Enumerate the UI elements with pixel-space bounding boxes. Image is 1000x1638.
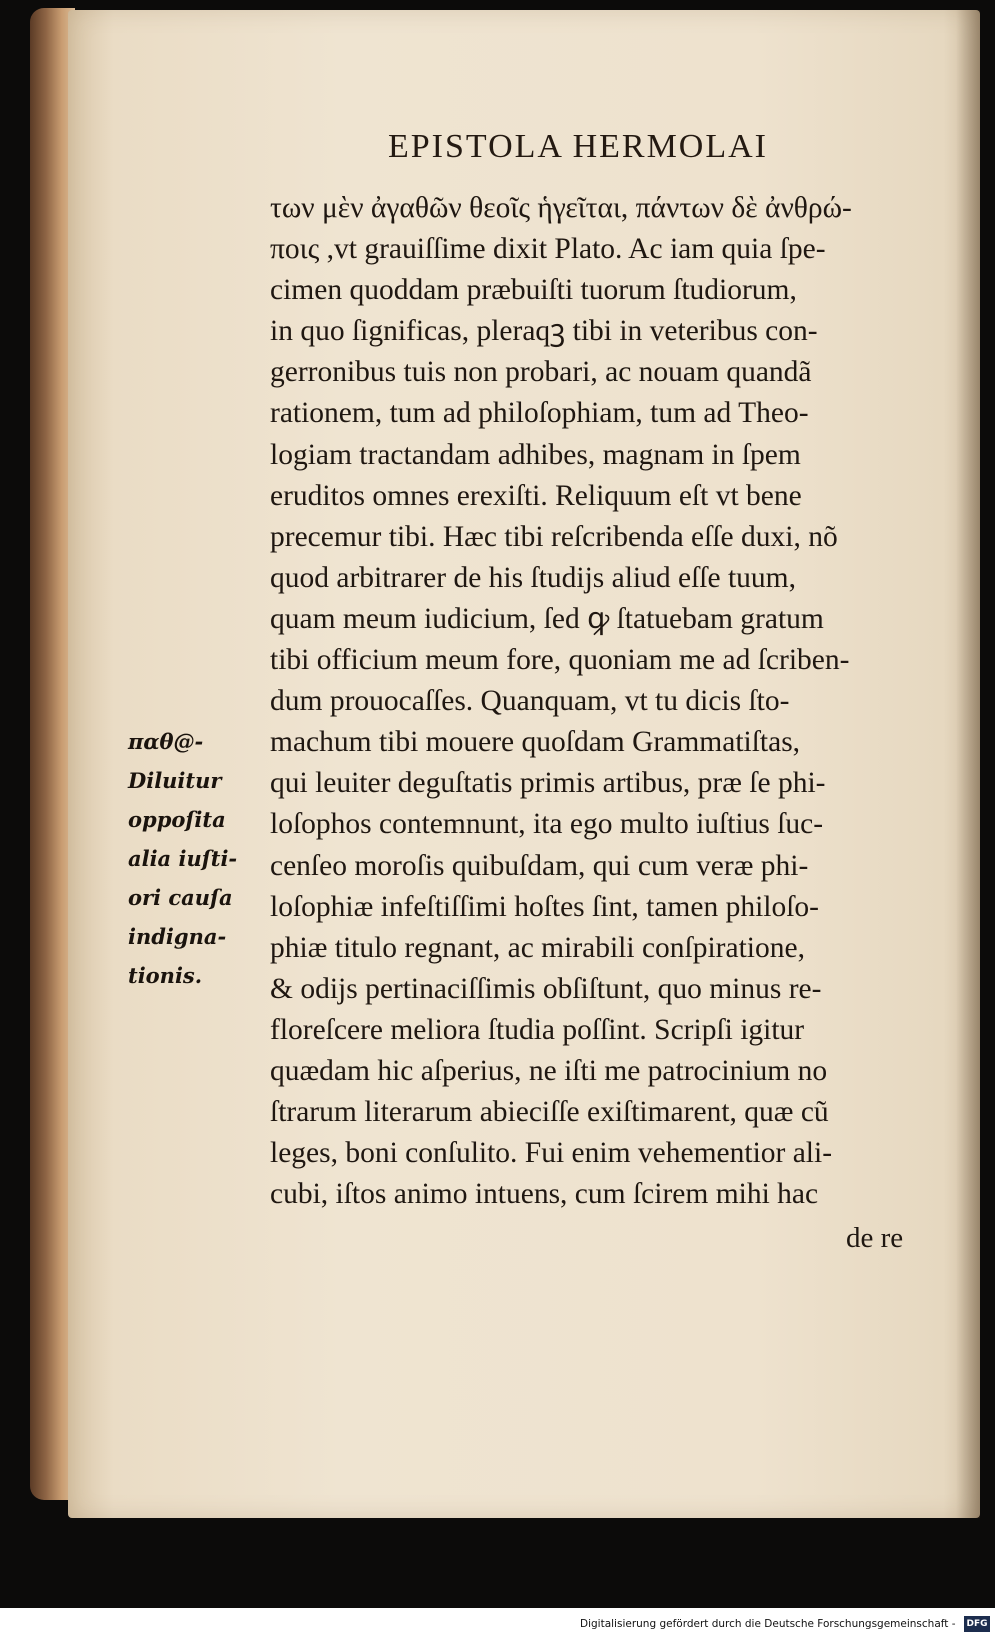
text-line: tibi officium meum fore, quoniam me ad ſcriben- [270, 644, 850, 677]
text-line: quædam hic aſperius, ne iſti me patrocinium no [270, 1054, 828, 1087]
text-line: eruditos omnes erexiſti. Reliquum eſt vt bene [270, 479, 802, 512]
text-line: floreſcere meliora ſtudia poſſint. Scripſi igitur [270, 1013, 805, 1046]
text-line: loſophos contemnunt, ita ego multo iuſtius ſuc- [270, 808, 824, 841]
marginal-line: ori cauſa [128, 885, 233, 910]
text-line: leges, boni conſulito. Fui enim vehementior ali- [270, 1137, 833, 1170]
marginal-line: oppoſita [128, 807, 226, 832]
book-page [68, 10, 980, 1518]
dfg-logo: DFG [964, 1616, 990, 1632]
text-line: cubi, iſtos animo intuens, cum ſcirem mihi hac [270, 1178, 819, 1211]
text-line: machum tibi mouere quoſdam Grammatiſtas, [270, 726, 801, 759]
text-line: cimen quoddam præbuiſti tuorum ſtudiorum, [270, 274, 797, 307]
marginal-line: tionis. [128, 963, 203, 988]
page-gutter-shadow [956, 10, 980, 1518]
text-line: ſtrarum literarum abieciſſe exiſtimarent, quæ cũ [270, 1096, 829, 1129]
text-line: logiam tractandam adhibes, magnam in ſpem [270, 438, 801, 471]
digitization-credit: Digitalisierung gefördert durch die Deutsche Forschungsgemeinschaft - [580, 1618, 956, 1630]
text-line: in quo ſignificas, pleraqꝫ tibi in veteribus con- [270, 315, 818, 348]
text-line: quam meum iudicium, ſed ꝙ ſtatuebam gratum [270, 602, 824, 635]
marginal-note [128, 722, 268, 995]
text-line: & odijs pertinaciſſimis obſiſtunt, quo minus re- [270, 972, 822, 1005]
text-line: gerronibus tuis non probari, ac nouam quandã [270, 356, 812, 389]
text-line: rationem, tum ad philoſophiam, tum ad Theo- [270, 397, 809, 430]
text-line: loſophiæ infeſtiſſimi hoſtes ſint, tamen philoſo- [270, 890, 819, 923]
marginal-line: indigna- [128, 924, 227, 949]
text-line: qui leuiter deguſtatis primis artibus, præ ſe phi- [270, 767, 826, 800]
text-line: ποις ,vt grauiſſime dixit Plato. Ac iam quia ſpe- [270, 233, 826, 266]
marginal-line: alia iuſti- [128, 846, 238, 871]
text-line: precemur tibi. Hæc tibi reſcribenda eſſe duxi, nõ [270, 520, 838, 553]
text-line: dum prouocaſſes. Quanquam, vt tu dicis ſto- [270, 685, 790, 718]
marginal-line: Diluitur [128, 768, 222, 793]
marginal-line: παθ@- [128, 729, 204, 754]
running-heading: EPISTOLA HERMOLAI [388, 128, 768, 165]
text-line: quod arbitrarer de his ſtudijs aliud eſſe tuum, [270, 561, 796, 594]
body-text [270, 188, 930, 1215]
text-line: των μὲν ἀγαθῶν θεοῖς ἡγεῖται, πάντων δὲ ἀνθρώ- [270, 192, 852, 224]
text-line: phiæ titulo regnant, ac mirabili conſpiratione, [270, 931, 805, 964]
catchword: de re [846, 1222, 904, 1254]
text-line: cenſeo moroſis quibuſdam, qui cum veræ phi- [270, 849, 809, 882]
